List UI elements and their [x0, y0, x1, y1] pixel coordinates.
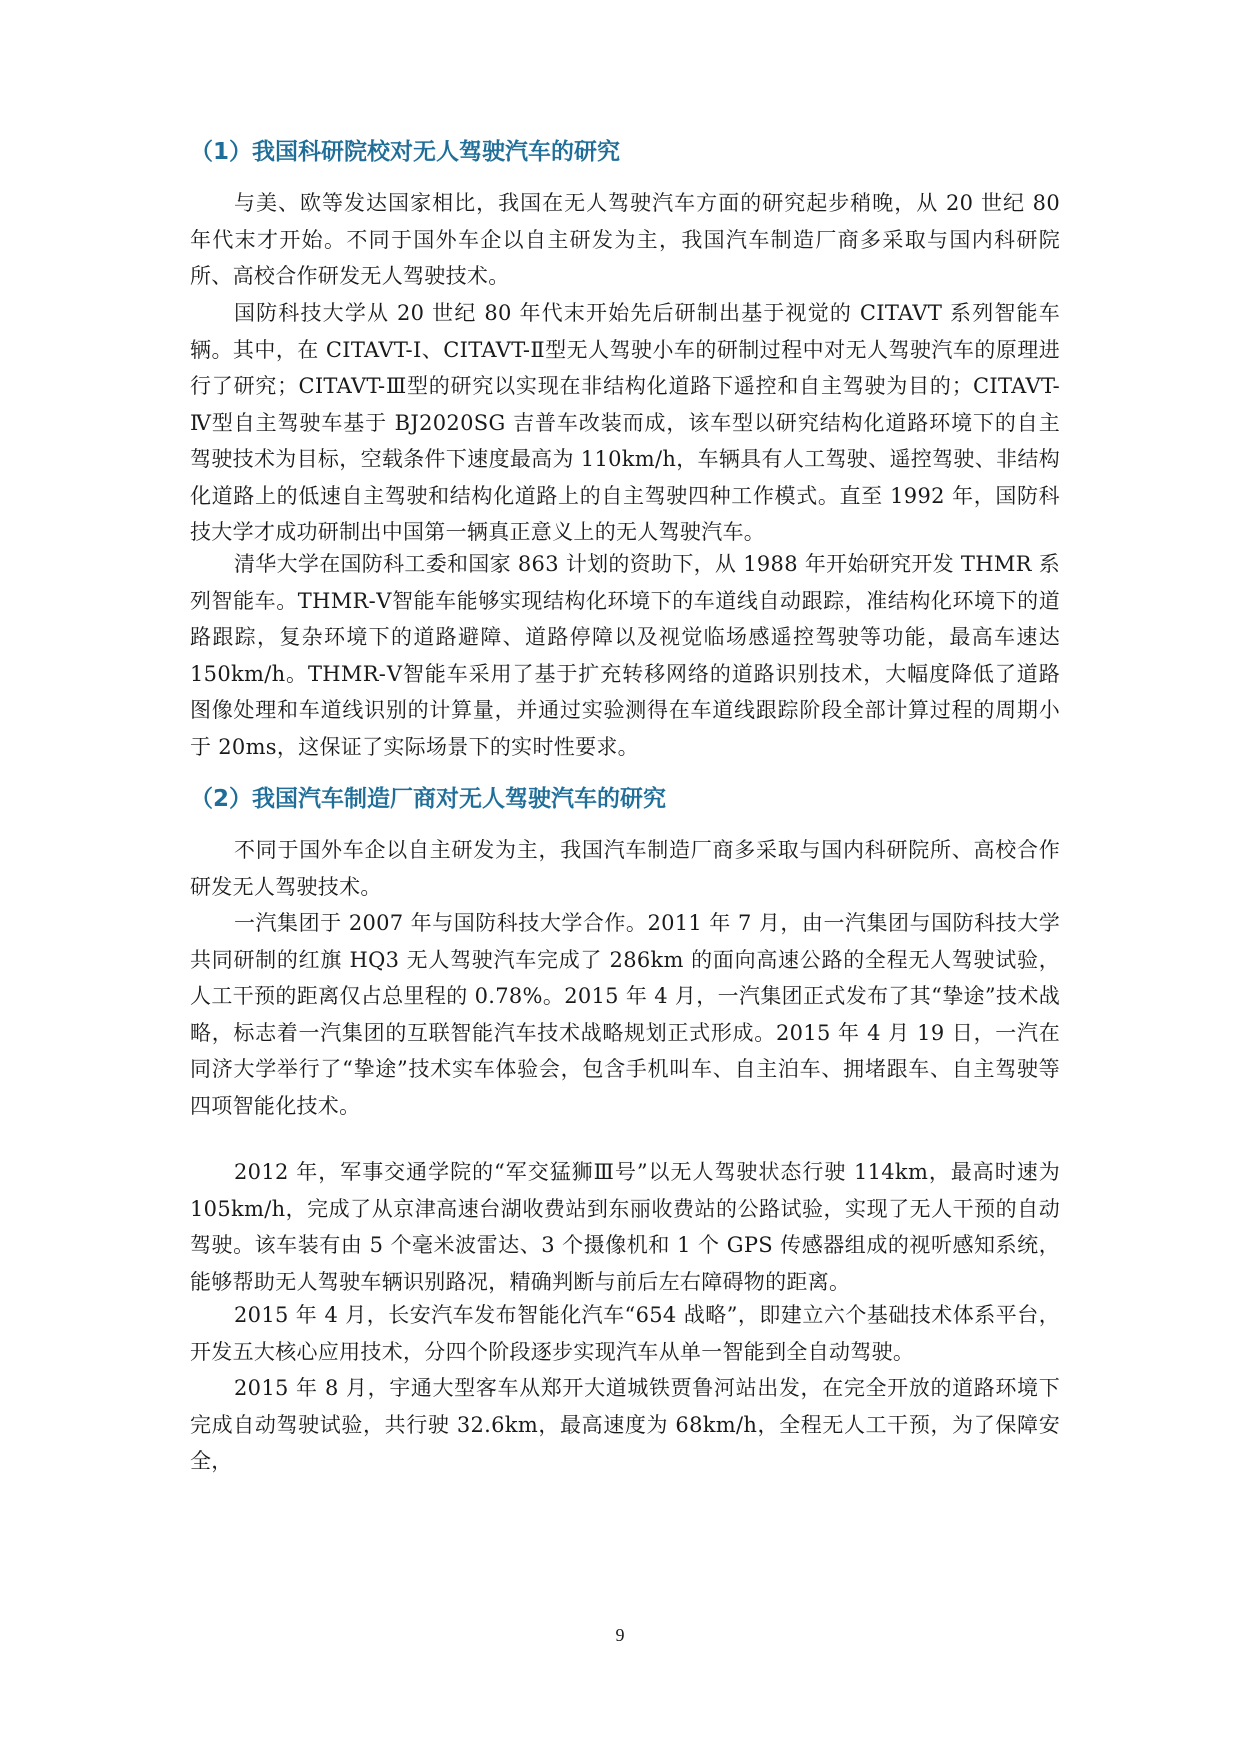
- section-2-paragraph-1: 不同于国外车企以自主研发为主，我国汽车制造厂商多采取与国内科研院所、高校合作研发无人驾驶技术。: [190, 838, 1060, 899]
- page-number: 9: [615, 1625, 625, 1645]
- section-1-heading: （1）我国科研院校对无人驾驶汽车的研究: [190, 139, 621, 165]
- section-2-heading: （2）我国汽车制造厂商对无人驾驶汽车的研究: [190, 786, 667, 812]
- section-2-paragraph-3: 2012 年，军事交通学院的“军交猛狮Ⅲ号”以无人驾驶状态行驶 114km，最高时速为 105km/h，完成了从京津高速台湖收费站到东丽收费站的公路试验，实现了无人干预的自动驾驶。该车装有由 5 个毫米波雷达、3 个摄像机和 1 个 GPS 传感器组成的视听感知系统，能够帮助无人驾驶车辆识别路况，精确判断与前后左右障碍物的距离。: [190, 1160, 1060, 1294]
- section-2-paragraph-4: 2015 年 4 月，长安汽车发布智能化汽车“654 战略”，即建立六个基础技术体系平台，开发五大核心应用技术，分四个阶段逐步实现汽车从单一智能到全自动驾驶。: [190, 1303, 1060, 1364]
- section-2-paragraph-5: 2015 年 8 月，宇通大型客车从郑开大道城铁贾鲁河站出发，在完全开放的道路环境下完成自动驾驶试验，共行驶 32.6km，最高速度为 68km/h，全程无人工干预，为了保障安全，: [190, 1376, 1060, 1473]
- section-1-paragraph-2: 国防科技大学从 20 世纪 80 年代末开始先后研制出基于视觉的 CITAVT 系列智能车辆。其中，在 CITAVT-Ⅰ、CITAVT-Ⅱ型无人驾驶小车的研制过程中对无人驾驶汽车的原理进行了研究；CITAVT-Ⅲ型的研究以实现在非结构化道路下遥控和自主驾驶为目的；CITAVT-Ⅳ型自主驾驶车基于 BJ2020SG 吉普车改装而成，该车型以研究结构化道路环境下的自主驾驶技术为目标，空载条件下速度最高为 110km/h，车辆具有人工驾驶、遥控驾驶、非结构化道路上的低速自主驾驶和结构化道路上的自主驾驶四种工作模式。直至 1992 年，国防科技大学才成功研制出中国第一辆真正意义上的无人驾驶汽车。: [190, 301, 1060, 544]
- section-1-paragraph-3: 清华大学在国防科工委和国家 863 计划的资助下，从 1988 年开始研究开发 THMR 系列智能车。THMR-Ⅴ智能车能够实现结构化环境下的车道线自动跟踪，准结构化环境下的道路跟踪，复杂环境下的道路避障、道路停障以及视觉临场感遥控驾驶等功能，最高车速达 150km/h。THMR-Ⅴ智能车采用了基于扩充转移网络的道路识别技术，大幅度降低了道路图像处理和车道线识别的计算量，并通过实验测得在车道线跟踪阶段全部计算过程的周期小于 20ms，这保证了实际场景下的实时性要求。: [190, 552, 1061, 759]
- section-2-paragraph-2: 一汽集团于 2007 年与国防科技大学合作。2011 年 7 月，由一汽集团与国防科技大学共同研制的红旗 HQ3 无人驾驶汽车完成了 286km 的面向高速公路的全程无人驾驶试验，人工干预的距离仅占总里程的 0.78%。2015 年 4 月，一汽集团正式发布了其“挚途”技术战略，标志着一汽集团的互联智能汽车技术战略规划正式形成。2015 年 4 月 19 日，一汽在同济大学举行了“挚途”技术实车体验会，包含手机叫车、自主泊车、拥堵跟车、自主驾驶等四项智能化技术。: [190, 911, 1060, 1118]
- section-1-paragraph-1: 与美、欧等发达国家相比，我国在无人驾驶汽车方面的研究起步稍晚，从 20 世纪 80 年代末才开始。不同于国外车企以自主研发为主，我国汽车制造厂商多采取与国内科研院所、高校合作研发无人驾驶技术。: [190, 191, 1060, 288]
